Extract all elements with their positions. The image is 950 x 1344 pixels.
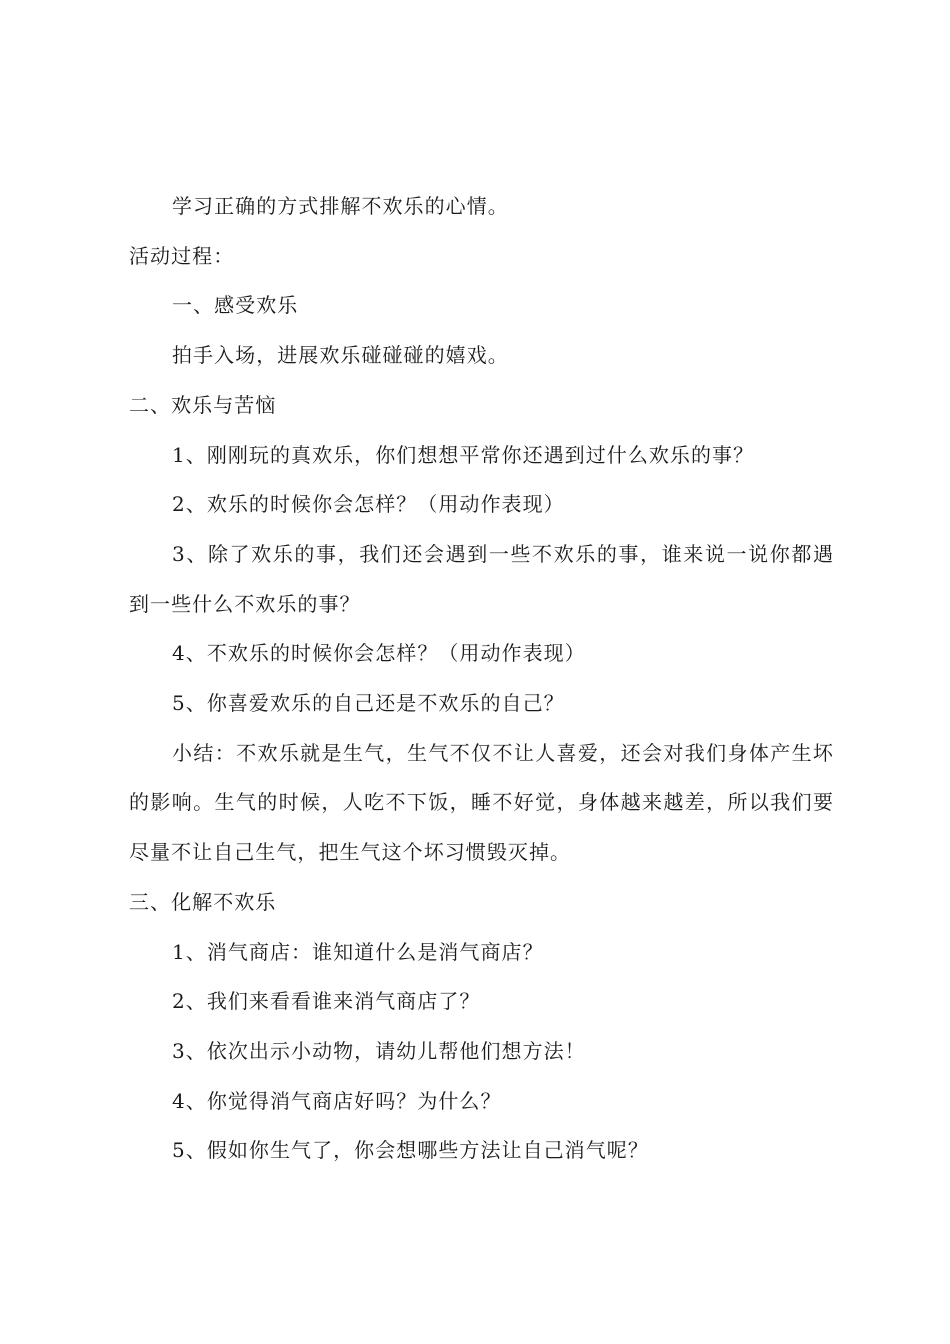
paragraph-summary: 小结：不欢乐就是生气，生气不仅不让人喜爱，还会对我们身体产生坏的影响。生气的时候，人吃不下饭，睡不好觉，身体越来越差，所以我们要尽量不让自己生气，把生气这个坏习惯毁灭掉。 <box>129 740 834 865</box>
list-item-2-3: 3、除了欢乐的事，我们还会遇到一些不欢乐的事，谁来说一说你都遇到一些什么不欢乐的事？ <box>129 541 834 616</box>
section-heading-1: 一、感受欢乐 <box>172 293 299 318</box>
heading-activity-process: 活动过程： <box>129 243 235 268</box>
list-item-3-3: 3、依次出示小动物，请幼儿帮他们想方法！ <box>172 1038 586 1063</box>
list-item-3-5: 5、假如你生气了，你会想哪些方法让自己消气呢？ <box>172 1138 649 1163</box>
section-heading-2: 二、欢乐与苦恼 <box>129 392 277 417</box>
document-body <box>129 182 834 1176</box>
list-item-2-5: 5、你喜爱欢乐的自己还是不欢乐的自己？ <box>172 691 565 716</box>
paragraph-clap-entry: 拍手入场，进展欢乐碰碰碰的嬉戏。 <box>172 343 509 368</box>
list-item-2-1: 1、刚刚玩的真欢乐，你们想想平常你还遇到过什么欢乐的事？ <box>172 442 755 467</box>
section-heading-3: 三、化解不欢乐 <box>129 889 277 914</box>
list-item-2-2: 2、欢乐的时候你会怎样？（用动作表现） <box>172 492 565 517</box>
list-item-3-4: 4、你觉得消气商店好吗？为什么？ <box>172 1088 502 1113</box>
list-item-3-2: 2、我们来看看谁来消气商店了？ <box>172 989 481 1014</box>
list-item-3-1: 1、消气商店：谁知道什么是消气商店？ <box>172 939 544 964</box>
list-item-2-4: 4、不欢乐的时候你会怎样？（用动作表现） <box>172 641 586 666</box>
paragraph-objective: 学习正确的方式排解不欢乐的心情。 <box>172 194 509 218</box>
